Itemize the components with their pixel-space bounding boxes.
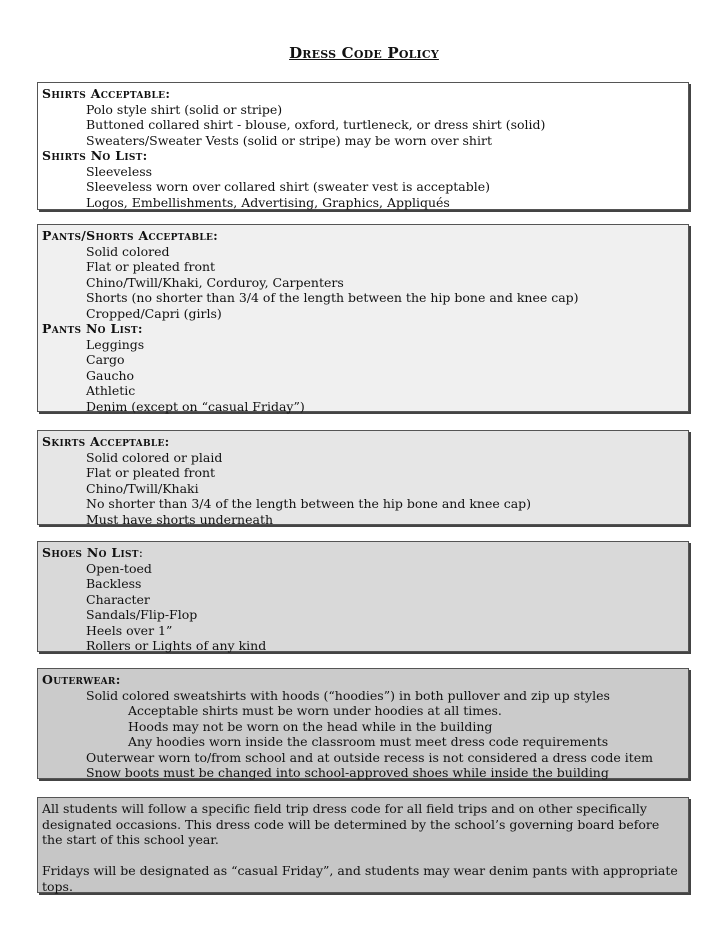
shirts-acceptable-heading: Shirts Acceptable: — [42, 86, 171, 101]
list-item: Backless — [86, 576, 142, 591]
list-item: Logos, Embellishments, Advertising, Graphics, Appliqués — [86, 194, 450, 210]
list-item: Chino/Twill/Khaki, Corduroy, Carpenters — [86, 274, 344, 290]
list-subitem: Any hoodies worn inside the classroom must meet dress code requirements — [128, 734, 609, 749]
paragraph-gap — [42, 848, 684, 864]
list-item: Flat or pleated front — [86, 465, 216, 480]
shoes-no-heading-colon: : — [138, 545, 144, 560]
skirts-section — [37, 430, 689, 525]
list-item: Sandals/Flip-Flop — [86, 607, 198, 622]
list-item: Outerwear worn to/from school and at outside recess is not considered a dress code item — [86, 749, 653, 765]
list-item: Sleeveless worn over collared shirt (sweater vest is acceptable) — [86, 179, 490, 194]
list-item: Polo style shirt (solid or stripe) — [86, 101, 283, 117]
shirts-section — [37, 82, 689, 210]
notes-section — [37, 797, 689, 893]
list-item: Cargo — [86, 352, 125, 367]
list-item: Denim (except on “casual Friday”) — [86, 398, 305, 414]
pants-no-heading: Pants No List: — [42, 321, 143, 336]
list-item: Heels over 1” — [86, 622, 173, 638]
list-item: Must have shorts underneath — [86, 511, 274, 527]
shirts-no-heading: Shirts No List: — [42, 148, 148, 163]
list-item: Character — [86, 591, 150, 607]
list-item: Flat or pleated front — [86, 259, 216, 274]
list-item: Solid colored sweatshirts with hoods (“hoodies”) in both pullover and zip up styles — [86, 687, 610, 703]
casual-friday-paragraph: Fridays will be designated as “casual Friday”, and students may wear denim pants with appropriate tops. — [42, 863, 678, 894]
list-item: Solid colored — [86, 243, 170, 259]
pants-acceptable-heading: Pants/Shorts Acceptable: — [42, 228, 219, 243]
pants-section — [37, 224, 689, 412]
shoes-section — [37, 541, 689, 652]
skirts-acceptable-heading: Skirts Acceptable: — [42, 434, 170, 449]
page-title: Dress Code Policy — [289, 44, 439, 62]
list-item: Chino/Twill/Khaki — [86, 480, 199, 496]
field-trip-paragraph: All students will follow a specific field trip dress code for all field trips and on other specifically designated occasions. This dress code will be determined by the school’s governing board before the start of this school year. — [42, 801, 660, 847]
list-item: Shorts (no shorter than 3/4 of the length between the hip bone and knee cap) — [86, 290, 579, 305]
shoes-no-heading-text: Shoes No List — [42, 545, 139, 560]
list-item: Cropped/Capri (girls) — [86, 305, 222, 321]
outerwear-heading: Outerwear: — [42, 672, 121, 687]
list-subitem: Hoods may not be worn on the head while in the building — [128, 718, 493, 734]
outerwear-section — [37, 668, 689, 779]
list-item: Sleeveless — [86, 163, 153, 179]
list-item: No shorter than 3/4 of the length between the hip bone and knee cap) — [86, 496, 532, 511]
list-item: Snow boots must be changed into school-approved shoes while inside the building — [86, 765, 609, 780]
list-item: Sweaters/Sweater Vests (solid or stripe) may be worn over shirt — [86, 132, 492, 148]
list-item: Gaucho — [86, 367, 135, 383]
list-item: Open-toed — [86, 560, 152, 576]
list-item: Athletic — [86, 383, 136, 398]
list-item: Rollers or Lights of any kind — [86, 638, 267, 653]
list-item: Buttoned collared shirt - blouse, oxford, turtleneck, or dress shirt (solid) — [86, 117, 546, 132]
list-item: Solid colored or plaid — [86, 449, 223, 465]
list-subitem: Acceptable shirts must be worn under hoodies at all times. — [128, 703, 502, 718]
shoes-no-heading — [42, 545, 684, 561]
list-item: Leggings — [86, 336, 145, 352]
